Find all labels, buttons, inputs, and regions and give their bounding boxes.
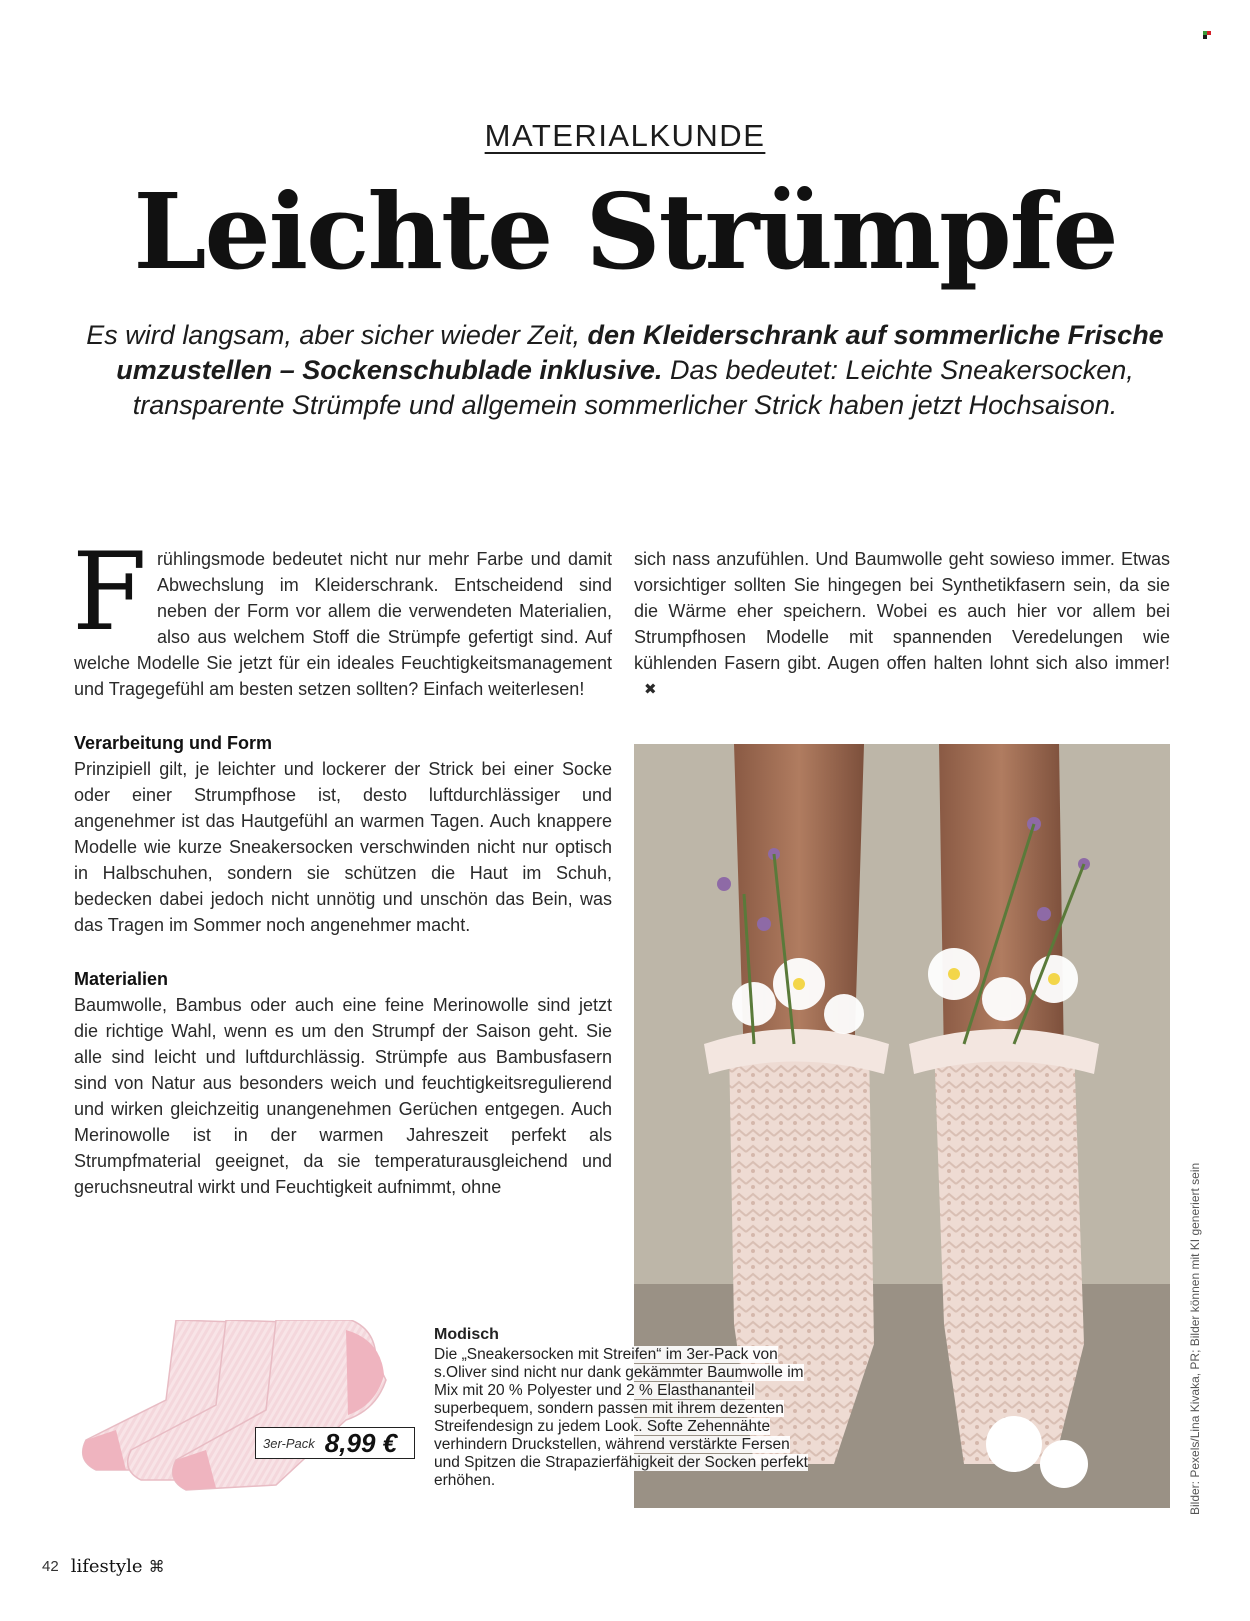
intro-part-2-bold: den Kleiderschrank auf sommerliche Frische umzustellen – Sockenschublade inklusive. xyxy=(116,320,1164,385)
corner-color-mark xyxy=(1203,31,1213,39)
section-heading-processing: Verarbeitung und Form xyxy=(74,733,273,753)
sneaker-socks-illustration xyxy=(76,1320,416,1495)
magazine-logo-icon: ⌘ xyxy=(148,1558,165,1576)
pack-label: 3er-Pack xyxy=(263,1435,315,1451)
magazine-name: lifestyle xyxy=(70,1556,143,1577)
drop-cap: F xyxy=(72,530,147,655)
intro-part-1: Es wird langsam, aber sicher wieder Zeit, xyxy=(86,320,588,350)
continuation-text: sich nass anzufühlen. Und Baumwolle geht sowieso immer. Etwas vorsichtiger sollten Sie hingegen bei Synthetikfasern sein, da sie die Wärme eher speichern. Wobei es auch hier vor allem bei Strumpfhosen Modelle mit spannenden Veredelungen wie kühlenden Fasern gibt. Augen offen halten lohnt sich also immer! xyxy=(634,549,1170,673)
opening-paragraph xyxy=(72,530,612,702)
opening-text: rühlingsmode bedeutet nicht nur mehr Farbe und damit Abwechslung im Kleiderschrank. Entscheidend sind neben der Form vor allem die verwendeten Materialien, also aus welchem Stoff die Strümpfe gefertigt sind. Auf welche Modelle Sie jetzt für ein ideales Feuchtigkeitsmanagement und Tragegefühl am besten setzen sollten? Einfach weiterlesen! xyxy=(74,549,612,699)
product-socks-image xyxy=(76,1320,416,1495)
article-column-right xyxy=(634,546,1170,703)
continuation-paragraph xyxy=(634,546,1170,703)
section-kicker: MATERIALKUNDE xyxy=(484,118,766,153)
page-number: 42 xyxy=(42,1558,59,1575)
caption-text: Die „Sneakersocken mit Streifen“ im 3er-Pack von s.Oliver sind nicht nur dank gekämmter Baumwolle im Mix mit 20 % Polyester und 2 % Elasthananteil superbequem, sondern passen mit ihrem dezenten Streifendesign zu jedem Look. Softe Zehennähte verhindern Druckstellen, während verstärkte Fersen und Spitzen die Strapazierfähigkeit der Socken perfekt erhöhen. xyxy=(434,1346,808,1489)
intro-part-3: Das bedeutet: Leichte Sneakersocken, transparente Strümpfe und allgemein sommerlicher Strick haben jetzt Hochsaison. xyxy=(132,355,1134,420)
section-heading-materials: Materialien xyxy=(74,969,169,989)
section-text-materials: Baumwolle, Bambus oder auch eine feine Merinowolle sind jetzt die richtige Wahl, wenn es um den Strumpf der Saison geht. Sie alle sind leicht und luftdurchlässig. Strümpfe aus Bambusfasern sind von Natur aus besonders weich und feuchtigkeitsregulierend und wirken gleichzeitig unangenehmen Gerüchen entgegen. Auch Merinowolle ist in der warmen Jahreszeit perfekt als Strumpfmaterial geeignet, da sie temperaturausgleichend und geruchsneutral wirkt und Feuchtigkeit aufnimmt, ohne xyxy=(74,995,612,1197)
intro-text xyxy=(80,318,1170,423)
headline: Leichte Strümpfe xyxy=(133,170,1117,293)
price-value: 8,99 € xyxy=(324,1427,398,1458)
photo-credit xyxy=(1188,1135,1206,1515)
article-column-left xyxy=(72,530,612,1200)
price-tag xyxy=(255,1427,415,1459)
photo-credit-text: Bilder: Pexels/Lina Kivaka, PR; Bilder können mit KI generiert sein xyxy=(1188,1162,1202,1515)
page-footer xyxy=(42,1556,165,1577)
article-end-icon: ✖ xyxy=(644,681,657,699)
section-text-processing: Prinzipiell gilt, je leichter und lockerer der Strick bei einer Socke oder einer Strumpfhose ist, desto luftdurchlässiger und angenehmer ist das Hautgefühl an warmen Tagen. Auch knappere Modelle wie kurze Sneakersocken verschwinden nicht nur optisch in Halbschuhen, sondern sie schützen die Haut im Schuh, bedecken dabei jedoch nicht unnötig und unschön das Bein, was das Tragen im Sommer noch angenehmer macht. xyxy=(74,759,612,935)
product-caption xyxy=(434,1326,819,1490)
caption-title: Modisch xyxy=(434,1326,499,1343)
